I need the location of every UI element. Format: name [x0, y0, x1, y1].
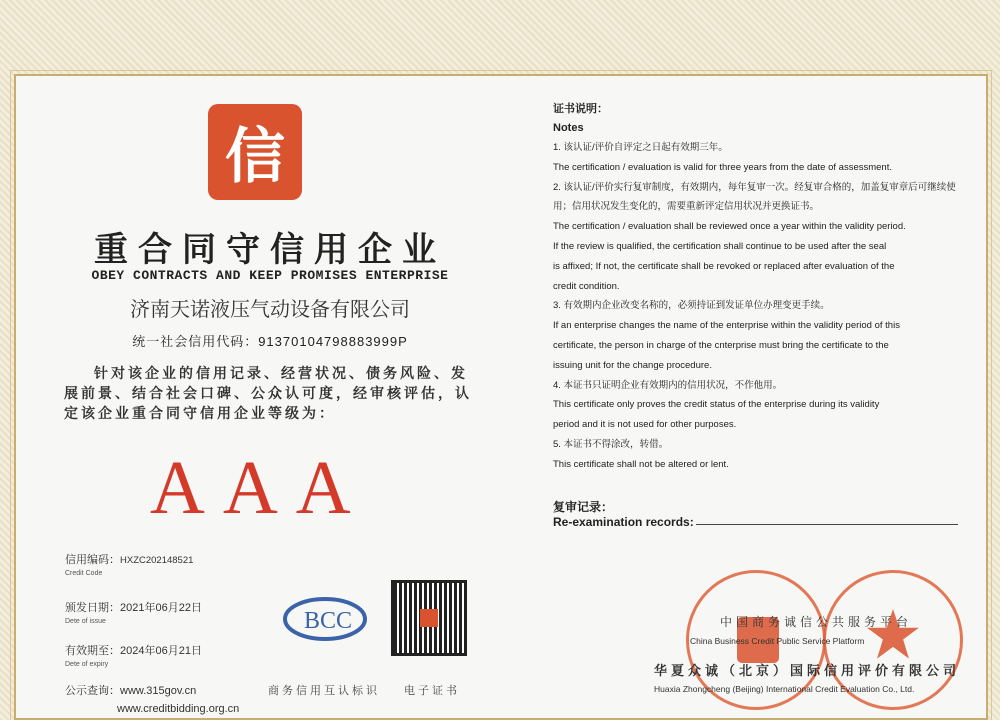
notes-line: 5. 本证书不得涂改，转借。	[553, 438, 669, 450]
label-en: Dete of expiry	[65, 661, 109, 668]
notes-line: 用；信用状况发生变化的，需要重新评定信用状况并更换证书。	[553, 201, 820, 213]
reexam-records	[553, 498, 694, 529]
certificate-title-en: OBEY CONTRACTS AND KEEP PROMISES ENTERPRISE	[91, 268, 449, 283]
qr-code[interactable]	[391, 580, 467, 656]
bcc-caption: 商务信用互认标识	[268, 685, 380, 697]
unified-credit-code: 统一社会信用代码：91370104798883999P	[132, 334, 408, 349]
org1-name-en: China Business Credit Public Service Platform	[690, 636, 865, 646]
bcc-logo-icon	[282, 592, 368, 642]
value: HXZC202148521	[120, 555, 194, 566]
notes-line: 3. 有效期内企业改变名称的，必须持证到发证单位办理变更手续。	[553, 300, 830, 312]
query-link-creditbidding[interactable]: www.creditbidding.org.cn	[117, 703, 240, 715]
notes-heading-cn: 证书说明：	[553, 103, 608, 115]
notes-line: period and it is not used for other purposes.	[553, 419, 737, 431]
label: 信用编码：	[65, 554, 120, 566]
label-en: Credit Code	[65, 570, 103, 577]
org2-name-cn: 华夏众诚（北京）国际信用评价有限公司	[654, 663, 961, 678]
label: 有效期至：	[65, 645, 120, 657]
notes-line: certificate, the person in charge of the cnterprise must bring the certificate to the	[553, 339, 889, 351]
org2-name-en: Huaxia Zhongcheng (Beijing) International Credit Evaluation Co., Ltd.	[654, 684, 915, 694]
bcc-logo-text: BCC	[303, 608, 353, 634]
notes-line: This certificate only proves the credit status of the enterprise during its validity	[553, 399, 880, 411]
label-en: Dete of issue	[65, 618, 106, 625]
label: 颁发日期：	[65, 602, 120, 614]
org1-name-cn: 中国商务诚信公共服务平台	[720, 615, 913, 629]
reexam-label-cn: 复审记录：	[553, 500, 614, 514]
expiry-date	[65, 642, 202, 668]
label: 公示查询：	[65, 685, 120, 697]
logo-glyph: 信	[225, 123, 285, 190]
issue-date	[65, 599, 202, 625]
notes-line: 2. 该认证/评价实行复审制度，有效期内，每年复审一次。经复审合格的，加盖复审章后可继续使	[553, 181, 956, 193]
value: 2021年06月22日	[120, 602, 202, 614]
notes-line: The certification / evaluation shall be reviewed once a year within the validity period.	[553, 221, 906, 233]
notes-heading-en: Notes	[553, 122, 584, 134]
public-query	[65, 682, 239, 718]
credit-logo-icon	[208, 104, 302, 200]
notes-lines	[553, 138, 985, 475]
assessment-paragraph	[64, 363, 478, 423]
qr-center-logo-icon	[420, 609, 438, 627]
reexam-signature-line	[696, 524, 958, 525]
notes-line: is affixed; If not, the certificate shall be revoked or replaced after evaluation of the	[553, 260, 895, 272]
company-name: 济南天诺液压气动设备有限公司	[130, 299, 410, 321]
certificate-title: 重合同守信用企业	[94, 230, 446, 270]
notes-line: 4. 本证书只证明企业有效期内的信用状况，不作他用。	[553, 379, 783, 391]
value: 2024年06月21日	[120, 645, 202, 657]
notes-line: issuing unit for the change procedure.	[553, 359, 712, 371]
notes-line: This certificate shall not be altered or lent.	[553, 458, 729, 470]
notes-line: credit condition.	[553, 280, 620, 292]
credit-grade: AAA	[150, 446, 369, 530]
notes-line: The certification / evaluation is valid for three years from the date of assessment.	[553, 161, 892, 173]
notes-line: If the review is qualified, the certification shall continue to be used after the seal	[553, 240, 887, 252]
query-link-315gov[interactable]: www.315gov.cn	[120, 685, 197, 697]
credit-code	[65, 551, 193, 577]
reexam-label-en: Re-examination records:	[553, 515, 694, 529]
paragraph-text: 针对该企业的信用记录、经营状况、债务风险、发展前景、结合社会口碑、公众认可度，经审核评估，认定该企业重合同守信用企业等级为：	[64, 365, 472, 421]
certificate-notes	[553, 100, 985, 475]
notes-line: If an enterprise changes the name of the enterprise within the validity period of this	[553, 320, 900, 332]
qr-caption: 电子证书	[404, 685, 460, 697]
notes-line: 1. 该认证/评价自评定之日起有效期三年。	[553, 142, 728, 153]
